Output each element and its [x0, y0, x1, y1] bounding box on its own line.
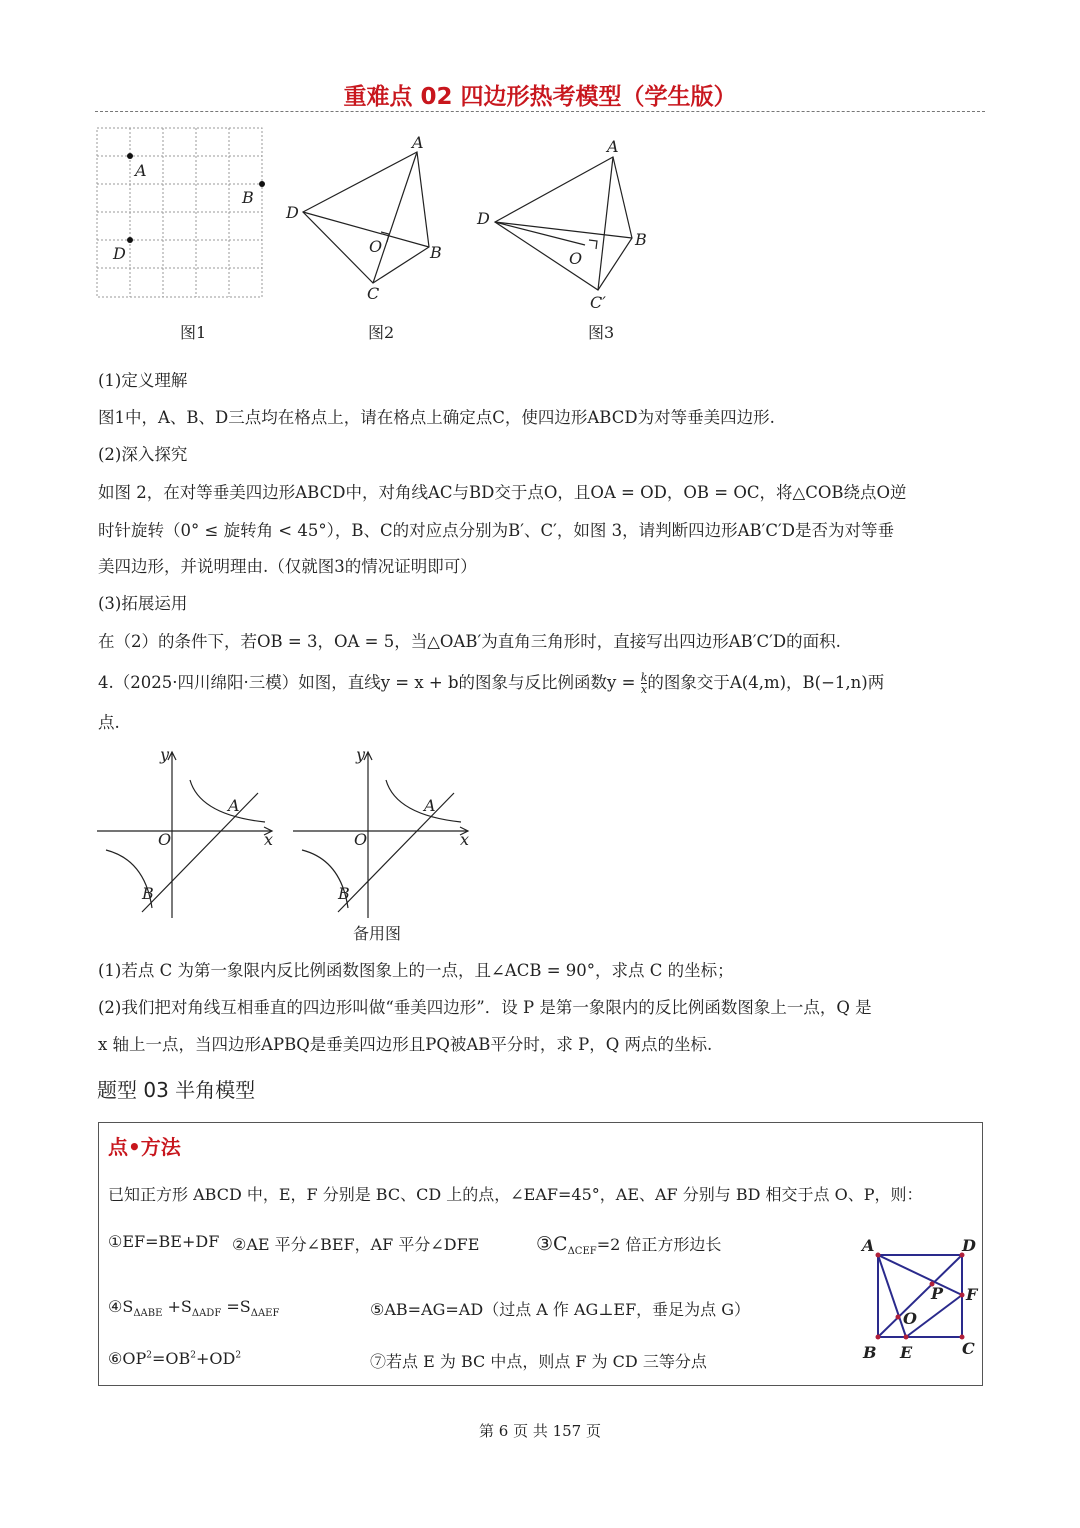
- fig3-label-c: C′: [590, 293, 606, 312]
- figure-1-grid: [97, 128, 262, 297]
- graph1-b-label: B: [142, 884, 154, 903]
- graph1-y-label: y: [160, 745, 170, 764]
- fig1-caption: 图1: [180, 323, 207, 342]
- fig2-label-o: O: [369, 237, 383, 256]
- fig1-label-a: A: [135, 161, 147, 180]
- item4-text: ④S: [108, 1297, 134, 1316]
- method-item-2: ②AE 平分∠BEF，AF 平分∠DFE: [232, 1235, 480, 1254]
- graph2-x-label: x: [460, 830, 470, 849]
- problem3-line: 在（2）的条件下，若OB = 3，OA = 5，当△OAB′为直角三角形时，直接写出四边形AB′C′D的面积.: [98, 632, 841, 651]
- fig3-label-d: D: [477, 209, 490, 228]
- method-item-4: [108, 1297, 279, 1319]
- function-graph-main: [97, 745, 273, 918]
- square-label-a: A: [862, 1236, 875, 1255]
- item6-text: +OD: [195, 1349, 236, 1368]
- fig2-caption: 图2: [368, 323, 395, 342]
- problem3-line: 时针旋转（0° ≤ 旋转角 < 45°），B、C的对应点分别为B′、C′，如图 3，请判断四边形AB′C′D是否为对等垂: [98, 521, 894, 540]
- item4-sub: ΔADF: [191, 1308, 222, 1320]
- fig1-label-d: D: [113, 244, 126, 263]
- item3-subscript: ΔCEF: [567, 1246, 597, 1258]
- item3-text: ③C: [536, 1233, 568, 1255]
- backup-graph-caption: 备用图: [353, 924, 402, 943]
- fig2-label-a: A: [412, 133, 424, 152]
- problem4-intro: [98, 669, 884, 695]
- figure-2-lines: [303, 152, 429, 283]
- graph2-b-label: B: [338, 884, 350, 903]
- item6-text: ⑥OP: [108, 1349, 147, 1368]
- graph1-a-label: A: [228, 796, 240, 815]
- fig2-label-c: C: [367, 284, 380, 303]
- fig3-label-o: O: [569, 249, 583, 268]
- method-item-6: [108, 1349, 241, 1368]
- problem3-line: (2)深入探究: [98, 445, 188, 464]
- fig3-label-b: B: [635, 230, 647, 249]
- square-label-p: P: [931, 1284, 944, 1303]
- item4-text: =S: [221, 1297, 251, 1316]
- figure-3-lines: [495, 157, 632, 290]
- square-label-c: C: [962, 1339, 975, 1358]
- fraction-denominator: x: [640, 683, 648, 696]
- item3-text-post: =2 倍正方形边长: [596, 1235, 722, 1254]
- item6-text: =OB: [151, 1349, 191, 1368]
- problem3-line: 如图 2，在对等垂美四边形ABCD中，对角线AC与BD交于点O，且OA = OD，OB = OC，将△COB绕点O逆: [98, 483, 907, 502]
- graph1-origin-label: O: [158, 830, 172, 849]
- section-heading: 题型 03 半角模型: [97, 1078, 256, 1102]
- graph2-a-label: A: [424, 796, 436, 815]
- square-label-o: O: [903, 1309, 917, 1328]
- page-title: 重难点 02 四边形热考模型（学生版）: [343, 84, 737, 110]
- graph2-y-label: y: [356, 745, 366, 764]
- problem4-intro-after: 的图象交于A(4,m)，B(−1,n)两: [647, 673, 885, 692]
- page-footer: 第 6 页 共 157 页: [478, 1422, 601, 1440]
- fig1-label-b: B: [242, 188, 254, 207]
- fig2-label-d: D: [286, 203, 299, 222]
- item4-sub: ΔABE: [133, 1308, 163, 1320]
- item4-text: +S: [162, 1297, 192, 1316]
- problem4-question-2-cont: x 轴上一点，当四边形APBQ是垂美四边形且PQ被AB平分时，求 P，Q 两点的坐标.: [98, 1035, 713, 1054]
- problem4-intro-before: 4.（2025·四川绵阳·三模）如图，直线y = x + b的图象与反比例函数y =: [98, 673, 641, 692]
- fig2-label-b: B: [430, 243, 442, 262]
- problem3-line: (3)拓展运用: [98, 594, 188, 613]
- square-label-f: F: [966, 1285, 978, 1304]
- fraction-numerator: k: [640, 671, 648, 684]
- item4-sub: ΔAEF: [250, 1308, 280, 1320]
- problem4-question-1: (1)若点 C 为第一象限内反比例函数图象上的一点，且∠ACB = 90°，求点 C 的坐标；: [98, 961, 734, 980]
- problem4-question-2: (2)我们把对角线互相垂直的四边形叫做“垂美四边形”．设 P 是第一象限内的反比例函数图象上一点，Q 是: [98, 998, 872, 1017]
- method-item-5: ⑤AB=AG=AD（过点 A 作 AG⊥EF，垂足为点 G）: [370, 1300, 751, 1319]
- graph2-origin-label: O: [354, 830, 368, 849]
- square-label-b: B: [863, 1343, 877, 1362]
- method-intro: 已知正方形 ABCD 中，E，F 分别是 BC、CD 上的点，∠EAF=45°，AE、AF 分别与 BD 相交于点 O、P，则：: [108, 1185, 923, 1204]
- function-graph-backup: [293, 745, 469, 943]
- problem3-line: 美四边形，并说明理由.（仅就图3的情况证明即可）: [98, 557, 477, 576]
- square-label-d: D: [962, 1236, 976, 1255]
- fig3-caption: 图3: [588, 323, 615, 342]
- method-item-7: ⑦若点 E 为 BC 中点，则点 F 为 CD 三等分点: [370, 1352, 707, 1371]
- method-box-title: 点•方法: [108, 1135, 181, 1159]
- fig3-label-a: A: [607, 137, 619, 156]
- method-item-1: ①EF=BE+DF: [108, 1232, 220, 1251]
- superscript: 2: [190, 1350, 196, 1361]
- problem3-line: 图1中，A、B、D三点均在格点上，请在格点上确定点C，使四边形ABCD为对等垂美四边形.: [98, 408, 775, 427]
- graph1-x-label: x: [264, 830, 274, 849]
- superscript: 2: [146, 1350, 152, 1361]
- method-item-3: [536, 1232, 721, 1257]
- square-label-e: E: [900, 1343, 913, 1362]
- superscript: 2: [235, 1350, 242, 1361]
- problem3-line: (1)定义理解: [98, 371, 188, 390]
- problem4-intro-line2: 点.: [98, 713, 120, 732]
